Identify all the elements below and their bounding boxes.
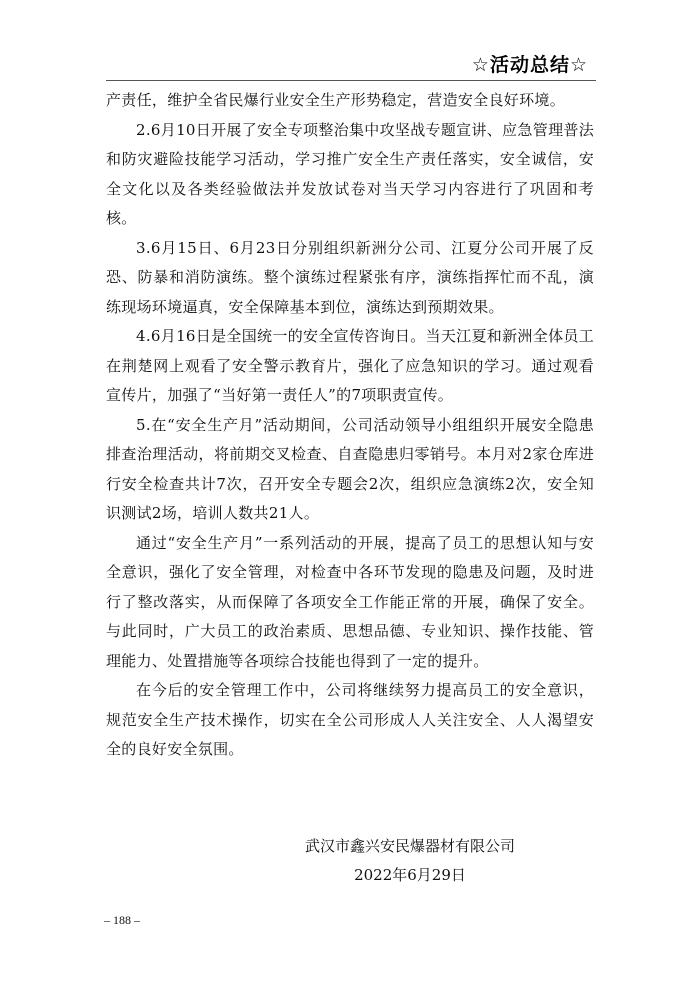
paragraph-item-5: 5.在“安全生产月”活动期间，公司活动领导小组组织开展安全隐患排查治理活动，将前期交叉检查、自查隐患归零销号。本月对2家仓库进行安全检查共计7次，召开安全专题会2次，组织应急演练2次，安全知识测试2场，培训人数共21人。 — [106, 415, 594, 522]
paragraph-summary: 通过“安全生产月”一系列活动的开展，提高了员工的思想认知与安全意识，强化了安全管理，对检查中各环节发现的隐患及问题，及时进行了整改落实，从而保障了各项安全工作能正常的开展，确保了安全。与此同时，广大员工的政治素质、思想品德、专业知识、操作技能、管理能力、处置措施等各项综合技能也得到了一定的提升。 — [106, 533, 594, 670]
paragraph-item-2: 2.6月10日开展了安全专项整治集中攻坚战专题宣讲、应急管理普法和防灾避险技能学习活动，学习推广安全生产责任落实，安全诚信，安全文化以及各类经验做法并发放试卷对当天学习内容进行了巩固和考核。 — [106, 120, 594, 227]
header-divider — [106, 80, 596, 81]
document-body — [106, 86, 594, 765]
paragraph-continuation: 产责任，维护全省民爆行业安全生产形势稳定，营造安全良好环境。 — [106, 91, 566, 109]
signature-company: 武汉市鑫兴安民爆器材有限公司 — [304, 837, 515, 855]
paragraph-item-4: 4.6月16日是全国统一的安全宣传咨询日。当天江夏和新洲全体员工在荆楚网上观看了安全警示教育片，强化了应急知识的学习。通过观看宣传片，加强了“当好第一责任人”的7项职责宣传。 — [106, 327, 594, 404]
page-number: – 188 – — [104, 913, 140, 927]
signature-block — [270, 832, 550, 890]
section-header-title: ☆活动总结☆ — [471, 54, 588, 76]
paragraph-outlook: 在今后的安全管理工作中，公司将继续努力提高员工的安全意识，规范安全生产技术操作，切实在全公司形成人人关注安全、人人渴望安全的良好安全氛围。 — [106, 681, 594, 758]
paragraph-item-3: 3.6月15日、6月23日分别组织新洲分公司、江夏分公司开展了反恐、防暴和消防演练。整个演练过程紧张有序，演练指挥忙而不乱，演练现场环境逼真，安全保障基本到位，演练达到预期效果。 — [106, 238, 594, 316]
signature-date: 2022年6月29日 — [354, 866, 466, 884]
